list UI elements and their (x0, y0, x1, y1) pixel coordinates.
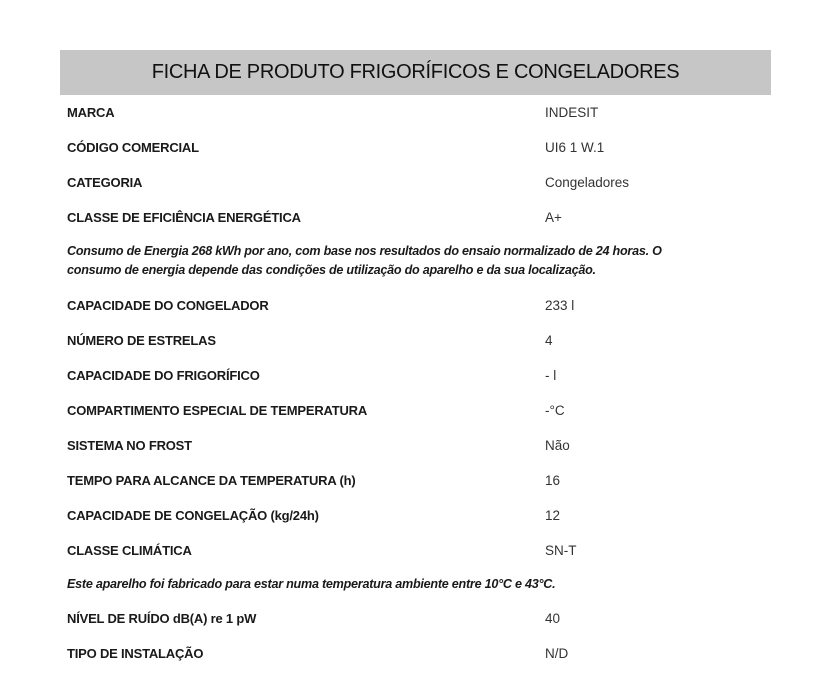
spec-value: SN-T (545, 543, 577, 558)
product-sheet (60, 50, 771, 671)
spec-label: CÓDIGO COMERCIAL (67, 140, 199, 155)
spec-value: -°C (545, 403, 565, 418)
spec-row-installation-type (60, 636, 771, 671)
sheet-header (60, 50, 771, 95)
spec-value: 4 (545, 333, 553, 348)
spec-value: 40 (545, 611, 561, 626)
spec-label: NÚMERO DE ESTRELAS (67, 333, 216, 348)
spec-row-temperature-time (60, 463, 771, 498)
spec-value: - l (545, 368, 557, 383)
spec-label: CLASSE DE EFICIÊNCIA ENERGÉTICA (67, 210, 301, 225)
spec-label: COMPARTIMENTO ESPECIAL DE TEMPERATURA (67, 403, 368, 418)
spec-row-freezer-capacity (60, 288, 771, 323)
spec-row-noise-level (60, 601, 771, 636)
spec-label: SISTEMA NO FROST (67, 438, 192, 453)
spec-row-energy-class (60, 200, 771, 235)
spec-row-category (60, 165, 771, 200)
spec-label: NÍVEL DE RUÍDO dB(A) re 1 pW (67, 611, 257, 626)
spec-value: INDESIT (545, 105, 599, 120)
sheet-title: FICHA DE PRODUTO FRIGORÍFICOS E CONGELADORES (151, 61, 680, 83)
spec-value: 233 l (545, 298, 575, 313)
spec-label: CLASSE CLIMÁTICA (67, 543, 192, 558)
spec-label: TIPO DE INSTALAÇÃO (67, 646, 204, 661)
spec-label: CAPACIDADE DO FRIGORÍFICO (67, 368, 260, 383)
spec-label: TEMPO PARA ALCANCE DA TEMPERATURA (h) (67, 473, 356, 488)
spec-row-commercial-code (60, 130, 771, 165)
spec-row-fridge-capacity (60, 358, 771, 393)
spec-row-special-compartment (60, 393, 771, 428)
spec-value: Não (545, 438, 570, 453)
climate-note-text: Este aparelho foi fabricado para estar numa temperatura ambiente entre 10°C e 43°C. (67, 577, 556, 591)
spec-value: N/D (545, 646, 569, 661)
spec-row-brand (60, 95, 771, 130)
spec-value: UI6 1 W.1 (545, 140, 605, 155)
spec-value: Congeladores (545, 175, 630, 190)
energy-consumption-note (60, 235, 771, 288)
spec-value: 12 (545, 508, 561, 523)
spec-value: A+ (545, 210, 562, 225)
spec-label: MARCA (67, 105, 115, 120)
spec-value: 16 (545, 473, 561, 488)
climate-note (60, 568, 771, 601)
spec-label: CAPACIDADE DE CONGELAÇÃO (kg/24h) (67, 508, 319, 523)
energy-note-line-2: consumo de energia depende das condições de utilização do aparelho e da sua localização. (67, 263, 596, 277)
spec-row-climate-class (60, 533, 771, 568)
spec-row-stars (60, 323, 771, 358)
spec-row-no-frost (60, 428, 771, 463)
spec-label: CAPACIDADE DO CONGELADOR (67, 298, 269, 313)
spec-label: CATEGORIA (67, 175, 143, 190)
energy-note-line-1: Consumo de Energia 268 kWh por ano, com base nos resultados do ensaio normalizado de 24 horas. O (67, 244, 662, 258)
spec-row-freezing-capacity (60, 498, 771, 533)
